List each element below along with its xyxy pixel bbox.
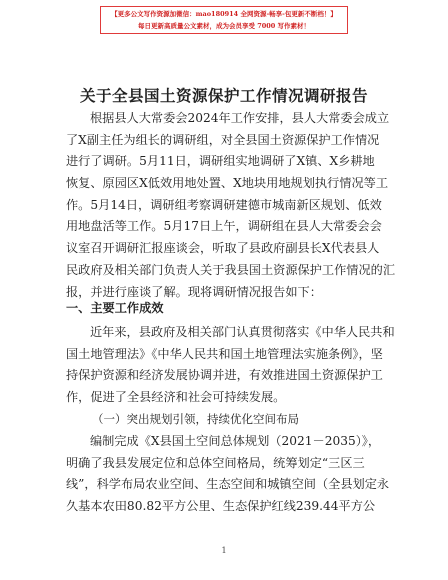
subsection-heading: （一）突出规划引领，持续优化空间布局 bbox=[92, 412, 299, 426]
text-line: 明确了我县发展定位和总体空间格局，统筹划定“三区三 bbox=[66, 455, 365, 470]
paragraph-achievements bbox=[66, 322, 395, 409]
paragraph-intro bbox=[66, 108, 396, 303]
page-number: 1 bbox=[221, 546, 227, 555]
text-line: 民政府及相关部门负责人关于我县国土资源保护工作情况的汇 bbox=[66, 262, 396, 277]
text-line: 持保护资源和经济发展协调并进，有效推进国土资源保护工 bbox=[66, 368, 383, 383]
document-title: 关于全县国土资源保护工作情况调研报告 bbox=[79, 86, 368, 105]
text-line: 久基本农田80.82平方公里、生态保护红线239.44平方公 bbox=[66, 499, 376, 514]
text-line: 用地盘活等工作。5月17日上午，调研组在县人大常委会会 bbox=[66, 219, 382, 234]
text-line: 根据县人大常委会2024年工作安排，县人大常委会成立 bbox=[90, 111, 390, 125]
text-line: 议室召开调研汇报座谈会，听取了县政府副县长X代表县人 bbox=[66, 241, 380, 256]
paragraph-planning bbox=[66, 431, 390, 518]
text-line: 报，并进行座谈了解。现将调研情况报告如下： bbox=[66, 284, 322, 299]
text-line: 编制完成《X县国土空间总体规划（2021－2035）》， bbox=[90, 434, 381, 448]
text-line: 了X副主任为组长的调研组，对全县国土资源保护工作情况 bbox=[66, 132, 380, 147]
text-line: 作，促进了全县经济和社会可持续发展。 bbox=[66, 390, 286, 405]
text-line: 进行了调研。5月11日，调研组实地调研了X镇、X乡耕地 bbox=[66, 154, 375, 169]
promo-banner-line-1: 【更多公文写作资源加微信：mao180914 全网资源-畅享-包更新不断档！】 bbox=[111, 10, 337, 18]
promo-banner[interactable] bbox=[100, 6, 348, 34]
text-line: 恢复、原园区X低效用地处置、X地块用地规划执行情况等工 bbox=[66, 176, 389, 191]
promo-banner-line-2: 每日更新高质量公文素材，成为会员享受 7000 写作素材！ bbox=[137, 22, 311, 30]
text-line: 国土地管理法》《中华人民共和国土地管理法实施条例》，坚 bbox=[66, 346, 383, 361]
text-line: 近年来，县政府及相关部门认真贯彻落实《中华人民共和 bbox=[90, 325, 395, 339]
text-line: 作。5月14日，调研组考察调研建德市城南新区规划、低效 bbox=[66, 197, 382, 212]
text-line: 线”，科学布局农业空间、生态空间和城镇空间（全县划定永 bbox=[66, 477, 390, 492]
section-heading: 一、主要工作成效 bbox=[66, 301, 164, 315]
